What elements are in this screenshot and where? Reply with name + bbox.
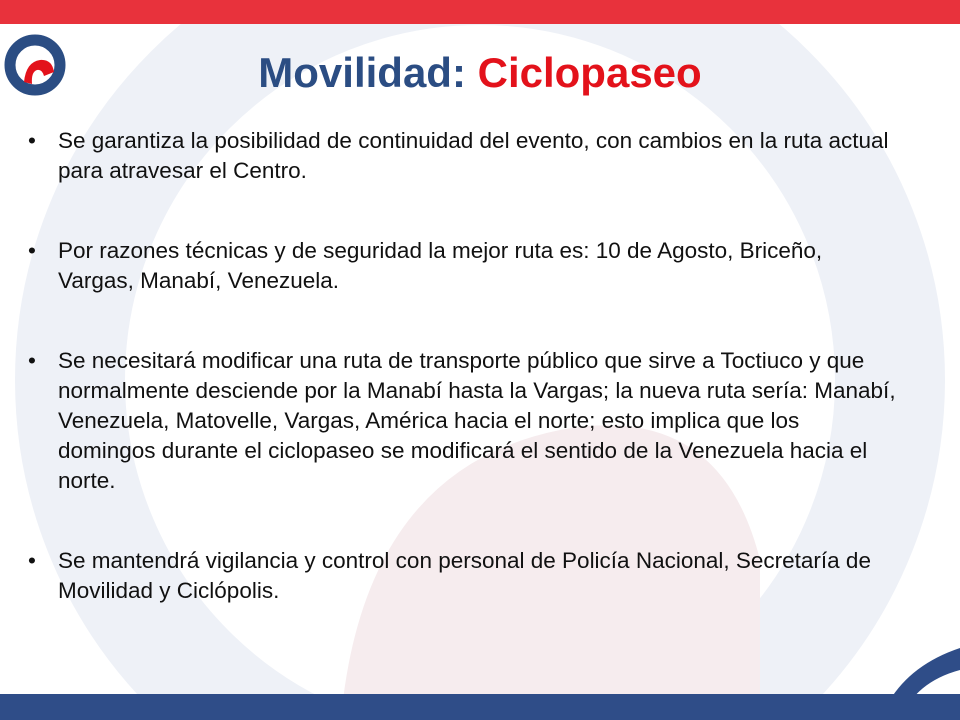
bottom-accent-bar (0, 694, 960, 720)
top-accent-bar (0, 0, 960, 24)
bullet-text: Por razones técnicas y de seguridad la mejor ruta es: 10 de Agosto, Briceño, Vargas, Manabí, Venezuela. (58, 238, 823, 293)
bullet-marker: • (28, 348, 36, 373)
bullet-marker: • (28, 128, 36, 153)
title-accent: Ciclopaseo (477, 49, 702, 96)
bullet-text: Se garantiza la posibilidad de continuidad del evento, con cambios en la ruta actual para atravesar el Centro. (58, 128, 889, 183)
title-main: Movilidad: (258, 49, 478, 96)
bullet-list (22, 126, 902, 606)
bullet-item (22, 546, 902, 606)
bullet-text: Se necesitará modificar una ruta de transporte público que sirve a Toctiuco y que normalmente desciende por la Manabí hasta la Vargas; la nueva ruta sería: Manabí, Venezuela, Matovelle, Vargas, América hacia el norte; esto implica que los domingos durante el ciclopaseo se modificará el sentido de la Venezuela hacia el norte. (58, 348, 896, 493)
bullet-marker: • (28, 548, 36, 573)
bullet-item (22, 346, 902, 496)
slide-title (0, 44, 960, 102)
bullet-item (22, 236, 902, 296)
bullet-marker: • (28, 238, 36, 263)
bullet-text: Se mantendrá vigilancia y control con personal de Policía Nacional, Secretaría de Movilidad y Ciclópolis. (58, 548, 871, 603)
bullet-item (22, 126, 902, 186)
